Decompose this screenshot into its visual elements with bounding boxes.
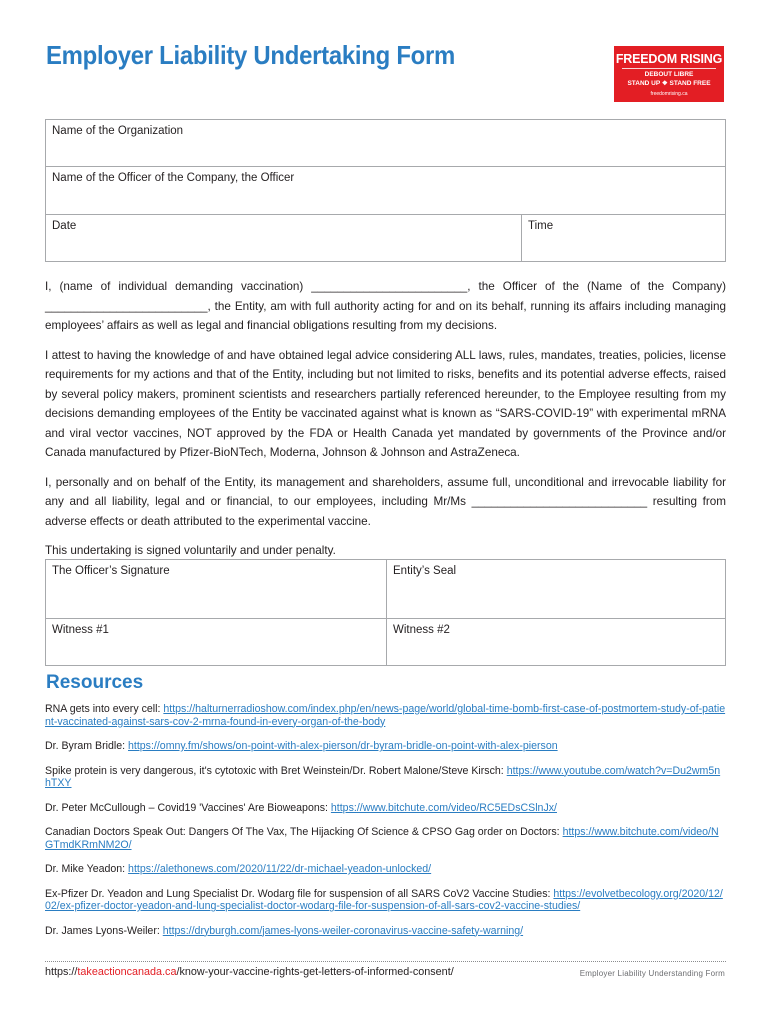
resource-link[interactable]: https://www.bitchute.com/video/NGTmdKRmNM2O/	[45, 826, 719, 851]
resource-item	[45, 863, 726, 876]
entity-seal-field[interactable]	[386, 560, 725, 618]
resource-item	[45, 765, 726, 790]
resource-item	[45, 888, 726, 913]
footer-url-prefix: https://	[45, 966, 78, 978]
witness-2-label: Witness #2	[393, 624, 450, 636]
paragraph-declaration: I, (name of individual demanding vaccination) ________________________, the Officer of the (Name of the Company) _________________________, the Entity, am with full authority acting for and on its behalf, running its affairs including managing employees’ affairs as well as legal and financial obligations resulting from my decisions.	[45, 280, 726, 332]
resource-item	[45, 802, 726, 815]
resource-item	[45, 925, 726, 938]
page-title: Employer Liability Undertaking Form	[46, 40, 456, 70]
footer-form-name: Employer Liability Understanding Form	[579, 969, 725, 978]
footer-url-domain: takeactioncanada.ca	[77, 966, 177, 978]
resource-item	[45, 703, 726, 728]
resource-text: Ex-Pfizer Dr. Yeadon and Lung Specialist Dr. Wodarg file for suspension of all SARS CoV2 Vaccine Studies:	[45, 887, 554, 900]
resources-heading: Resources	[46, 672, 144, 693]
resource-link[interactable]: https://www.bitchute.com/video/RC5EDsCSlnJx/	[330, 801, 557, 814]
paragraph-voluntary: This undertaking is signed voluntarily and under penalty.	[45, 544, 336, 557]
date-field[interactable]	[46, 215, 521, 261]
resource-text: Spike protein is very dangerous, it's cytotoxic with Bret Weinstein/Dr. Robert Malone/Steve Kirsch:	[45, 764, 507, 777]
resources-list	[45, 703, 726, 949]
footer-url-path: /know-your-vaccine-rights-get-letters-of-informed-consent/	[176, 966, 454, 978]
resource-item	[45, 826, 726, 851]
date-time-row	[46, 214, 725, 261]
organization-field[interactable]	[46, 120, 725, 166]
logo-text-main: FREEDOM RISING	[615, 52, 723, 66]
paragraph-attestation: I attest to having the knowledge of and have obtained legal advice considering ALL laws, rules, mandates, treaties, policies, license requirements for my actions and that of the Entity, including but not limited to risks, benefits and its potential adverse effects, raised by several policy makers, prominent scientists and researchers partially referenced hereunder, to the Employee resulting from my decisions demanding employees of the Entity be vaccinated against what is known as “SARS-COVID-19” with experimental mRNA and viral vector vaccines, NOT approved by the FDA or Health Canada yet mandated by governments of the Province and/or Canada manufactured by Pfizer-BioNTech, Moderna, Johnson & Johnson and AstraZeneca.	[45, 348, 726, 459]
officer-label: Name of the Officer of the Company, the Officer	[52, 172, 295, 184]
resource-link[interactable]: https://halturnerradioshow.com/index.php/en/news-page/world/global-time-bomb-first-case-of-postmortem-study-of-patient-vaccinated-against-sars-cov-2-mrna-found-in-every-organ-of-the-body	[45, 703, 726, 728]
resource-link[interactable]: https://www.youtube.com/watch?v=Du2wm5nhTXY	[45, 764, 721, 789]
resource-text: Dr. Byram Bridle:	[45, 740, 129, 752]
resource-text: Dr. Peter McCullough – Covid19 'Vaccines' Are Bioweapons:	[45, 801, 331, 814]
resource-link[interactable]: https://omny.fm/shows/on-point-with-alex-pierson/dr-byram-bridle-on-point-with-alex-pierson	[128, 740, 558, 752]
logo-text-french: DEBOUT LIBRE	[644, 71, 694, 78]
date-label: Date	[52, 220, 77, 232]
witness-1-label: Witness #1	[52, 624, 109, 636]
form-signature-table	[45, 559, 726, 666]
resource-text: Dr. James Lyons-Weiler:	[45, 924, 163, 937]
freedom-rising-logo	[614, 46, 724, 102]
signature-row	[46, 560, 725, 618]
witness-1-field[interactable]	[46, 619, 386, 665]
resource-text: RNA gets into every cell:	[45, 703, 164, 715]
resource-link[interactable]: https://alethonews.com/2020/11/22/dr-michael-yeadon-unlocked/	[128, 863, 432, 875]
logo-divider	[622, 68, 716, 69]
officer-field[interactable]	[46, 167, 725, 214]
resource-link[interactable]: https://evolvetbecology.org/2020/12/02/ex-pfizer-doctor-yeadon-and-lung-specialist-doctor-wodarg-file-for-suspension-of-all-sars-cov2-vaccine-studies/	[45, 887, 723, 912]
resource-item	[45, 740, 726, 753]
seal-label: Entity’s Seal	[393, 565, 457, 577]
officer-row	[46, 166, 725, 214]
logo-url: freedomrising.ca	[650, 91, 688, 97]
logo-text-english: STAND UP ❖ STAND FREE	[627, 80, 711, 87]
undertaking-text	[45, 277, 726, 571]
witness-row	[46, 618, 725, 665]
witness-2-field[interactable]	[386, 619, 725, 665]
footer-divider	[45, 961, 726, 962]
time-field[interactable]	[521, 215, 725, 261]
form-top-table	[45, 119, 726, 262]
resource-text: Canadian Doctors Speak Out: Dangers Of The Vax, The Hijacking Of Science & CPSO Gag order on Doctors:	[45, 826, 563, 838]
paragraph-liability: I, personally and on behalf of the Entity, its management and shareholders, assume full, unconditional and irrevocable liability for any and all liability, legal and or financial, to our employees, including Mr/Ms ___________________________ resulting from adverse effects or death attributed to the experimental vaccine.	[45, 475, 726, 528]
signature-label: The Officer’s Signature	[52, 565, 170, 577]
footer-url[interactable]	[45, 966, 454, 978]
officer-signature-field[interactable]	[46, 560, 386, 618]
time-label: Time	[528, 220, 554, 232]
resource-link[interactable]: https://dryburgh.com/james-lyons-weiler-coronavirus-vaccine-safety-warning/	[162, 924, 524, 937]
organization-label: Name of the Organization	[52, 125, 184, 137]
resource-text: Dr. Mike Yeadon:	[45, 863, 129, 875]
organization-row	[46, 120, 725, 166]
